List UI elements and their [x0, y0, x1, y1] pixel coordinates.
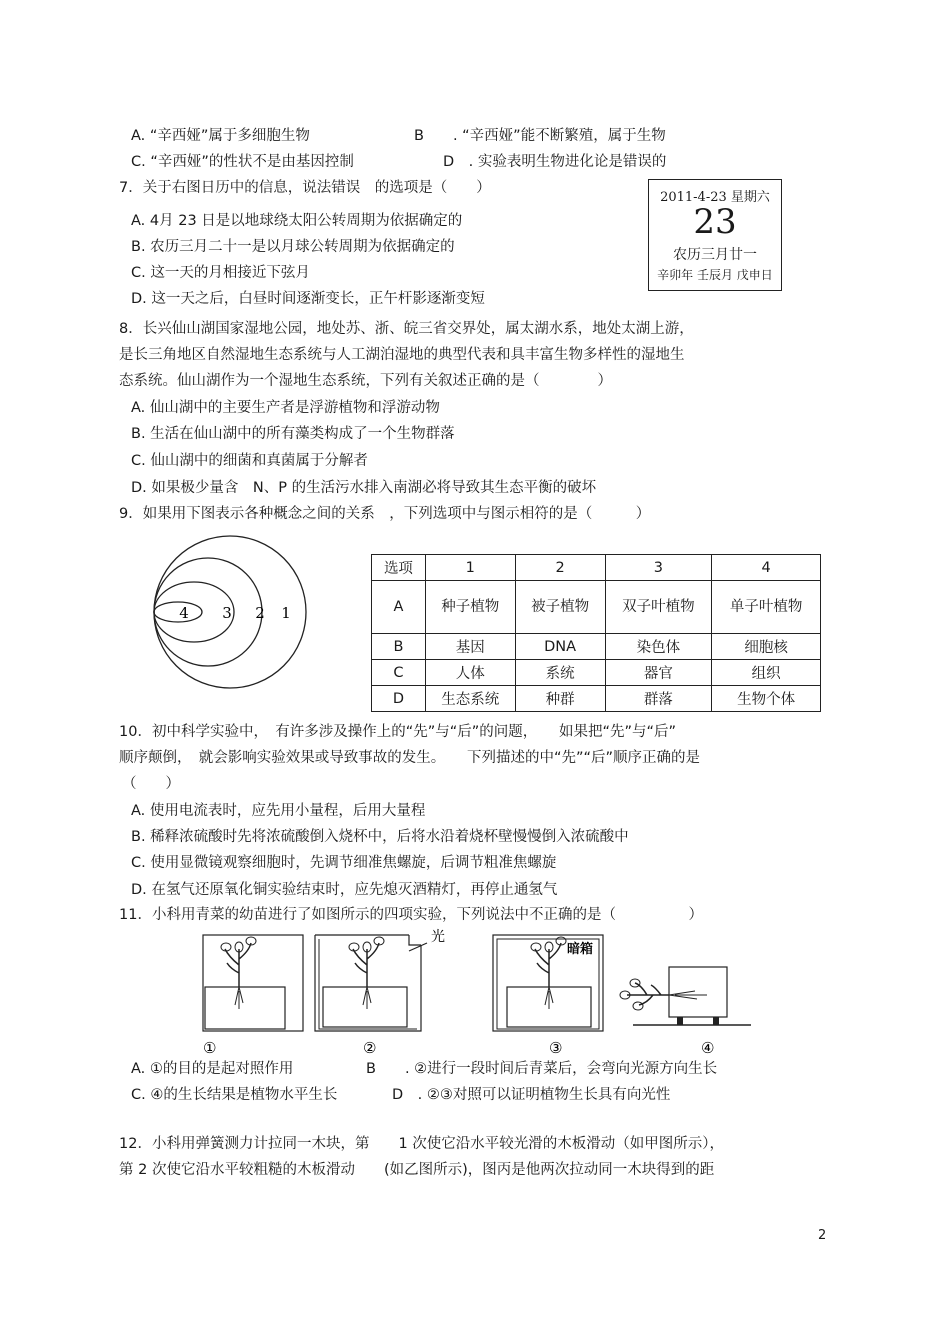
table-cell: 种子植物 — [425, 581, 515, 634]
q10-stem-line1: 10．初中科学实验中， 有许多涉及操作上的“先”与“后”的问题， 如果把“先”与“后” — [119, 724, 677, 740]
q7-option-a: A. 4月 23 日是以地球绕太阳公转周期为依据确定的 — [131, 213, 463, 229]
q8-option-c: C. 仙山湖中的细菌和真菌属于分解者 — [131, 453, 368, 469]
q11-stem: 11．小科用青菜的幼苗进行了如图所示的四项实验，下列说法中不正确的是（ ） — [119, 907, 703, 923]
table-header: 3 — [605, 555, 712, 581]
fig-label-1: ① — [203, 1039, 217, 1057]
q7-option-b: B. 农历三月二十一是以月球公转周期为依据确定的 — [131, 239, 455, 255]
calendar-ganzhi: 辛卯年 壬辰月 戊申日 — [657, 268, 773, 282]
q11-option-b: B . ②进行一段时间后青菜后，会弯向光源方向生长 — [366, 1061, 718, 1077]
calendar-figure — [648, 179, 782, 291]
diagram-label-3: 3 — [222, 604, 232, 622]
q10-option-c: C. 使用显微镜观察细胞时，先调节细准焦螺旋，后调节粗准焦螺旋 — [131, 855, 557, 871]
table-cell: 细胞核 — [712, 634, 821, 660]
calendar-day: 23 — [693, 202, 737, 242]
table-cell: 生态系统 — [425, 686, 515, 712]
q6-option-c: C. “辛西娅”的性状不是由基因控制 — [131, 154, 354, 170]
q9-stem: 9．如果用下图表示各种概念之间的关系 ，下列选项中与图示相符的是（ ） — [119, 506, 651, 522]
table-cell: 器官 — [605, 660, 712, 686]
q11-option-a: A. ①的目的是起对照作用 — [131, 1061, 294, 1077]
table-header: 选项 — [372, 555, 426, 581]
table-row — [372, 634, 821, 660]
q8-stem-line2: 是长三角地区自然湿地生态系统与人工湖泊湿地的典型代表和具丰富生物多样性的湿地生 — [119, 347, 685, 363]
table-row — [372, 660, 821, 686]
dark-box-label: 暗箱 — [567, 942, 594, 957]
table-header-row — [372, 555, 821, 581]
q10-stem-line2: 顺序颠倒， 就会影响实验效果或导致事故的发生。 下列描述的中“先”“后”顺序正确的是 — [119, 750, 701, 766]
q7-option-c: C. 这一天的月相接近下弦月 — [131, 265, 310, 281]
fig-label-4: ④ — [701, 1039, 715, 1057]
table-header: 2 — [515, 555, 605, 581]
table-cell: DNA — [515, 634, 605, 660]
q8-stem-line1: 8．长兴仙山湖国家湿地公园，地处苏、浙、皖三省交界处，属太湖水系，地处太湖上游， — [119, 321, 694, 337]
q9-options-table — [371, 554, 821, 712]
table-cell: A — [372, 581, 426, 634]
q8-option-b: B. 生活在仙山湖中的所有藻类构成了一个生物群落 — [131, 426, 455, 442]
q10-option-d: D. 在氢气还原氧化铜实验结束时，应先熄灭酒精灯，再停止通氢气 — [131, 882, 558, 898]
table-header: 1 — [425, 555, 515, 581]
q10-option-b: B. 稀释浓硫酸时先将浓硫酸倒入烧杯中，后将水沿着烧杯壁慢慢倒入浓硫酸中 — [131, 829, 629, 845]
table-cell: 染色体 — [605, 634, 712, 660]
table-cell: 被子植物 — [515, 581, 605, 634]
table-cell: 人体 — [425, 660, 515, 686]
table-cell: D — [372, 686, 426, 712]
q10-stem-line3: （ ） — [122, 776, 180, 792]
q6-option-d: D . 实验表明生物进化论是错误的 — [443, 154, 667, 170]
setup-4 — [620, 967, 751, 1057]
table-cell: C — [372, 660, 426, 686]
q12-stem-line2: 第 2 次使它沿水平较粗糙的木板滑动 (如乙图所示)，图丙是他两次拉动同一木块得到的距 — [119, 1162, 715, 1178]
table-cell: 种群 — [515, 686, 605, 712]
calendar-date-line: 2011-4-23 星期六 — [660, 190, 770, 205]
table-cell: 系统 — [515, 660, 605, 686]
table-cell: 单子叶植物 — [712, 581, 821, 634]
setup-3 — [493, 935, 603, 1057]
table-cell: 生物个体 — [712, 686, 821, 712]
table-row — [372, 581, 821, 634]
q6-option-b: B . “辛西娅”能不断繁殖，属于生物 — [414, 128, 666, 144]
q6-option-a: A. “辛西娅”属于多细胞生物 — [131, 128, 310, 144]
q11-option-c: C. ④的生长结果是植物水平生长 — [131, 1087, 338, 1103]
diagram-label-2: 2 — [255, 604, 265, 622]
setup-2 — [315, 928, 445, 1057]
page-number: 2 — [818, 1228, 827, 1243]
table-cell: 双子叶植物 — [605, 581, 712, 634]
fig-label-3: ③ — [549, 1039, 563, 1057]
q8-stem-line3: 态系统。仙山湖作为一个湿地生态系统，下列有关叙述正确的是（ ） — [119, 373, 612, 389]
table-cell: 群落 — [605, 686, 712, 712]
setup-1 — [203, 935, 303, 1057]
q7-stem: 7．关于右图日历中的信息，说法错误 的选项是（ ） — [119, 180, 491, 196]
q11-option-d: D . ②③对照可以证明植物生长具有向光性 — [392, 1087, 671, 1103]
q10-option-a: A. 使用电流表时，应先用小量程，后用大量程 — [131, 803, 426, 819]
q7-option-d: D. 这一天之后，白昼时间逐渐变长，正午杆影逐渐变短 — [131, 291, 485, 307]
fig-label-2: ② — [363, 1039, 377, 1057]
table-cell: 基因 — [425, 634, 515, 660]
concept-nesting-diagram — [150, 534, 310, 690]
table-row — [372, 686, 821, 712]
diagram-label-4: 4 — [179, 604, 189, 622]
seedling-experiment-figure — [195, 925, 755, 1057]
table-header: 4 — [712, 555, 821, 581]
q8-option-d: D. 如果极少量含 N、P 的生活污水排入南湖必将导致其生态平衡的破坏 — [131, 480, 597, 496]
q8-option-a: A. 仙山湖中的主要生产者是浮游植物和浮游动物 — [131, 400, 440, 416]
calendar-lunar: 农历三月廿一 — [673, 247, 757, 263]
table-cell: 组织 — [712, 660, 821, 686]
diagram-label-1: 1 — [281, 604, 291, 622]
light-label: 光 — [431, 929, 445, 945]
table-cell: B — [372, 634, 426, 660]
q12-stem-line1: 12．小科用弹簧测力计拉同一木块，第 1 次使它沿水平较光滑的木板滑动（如甲图所示）， — [119, 1136, 725, 1152]
